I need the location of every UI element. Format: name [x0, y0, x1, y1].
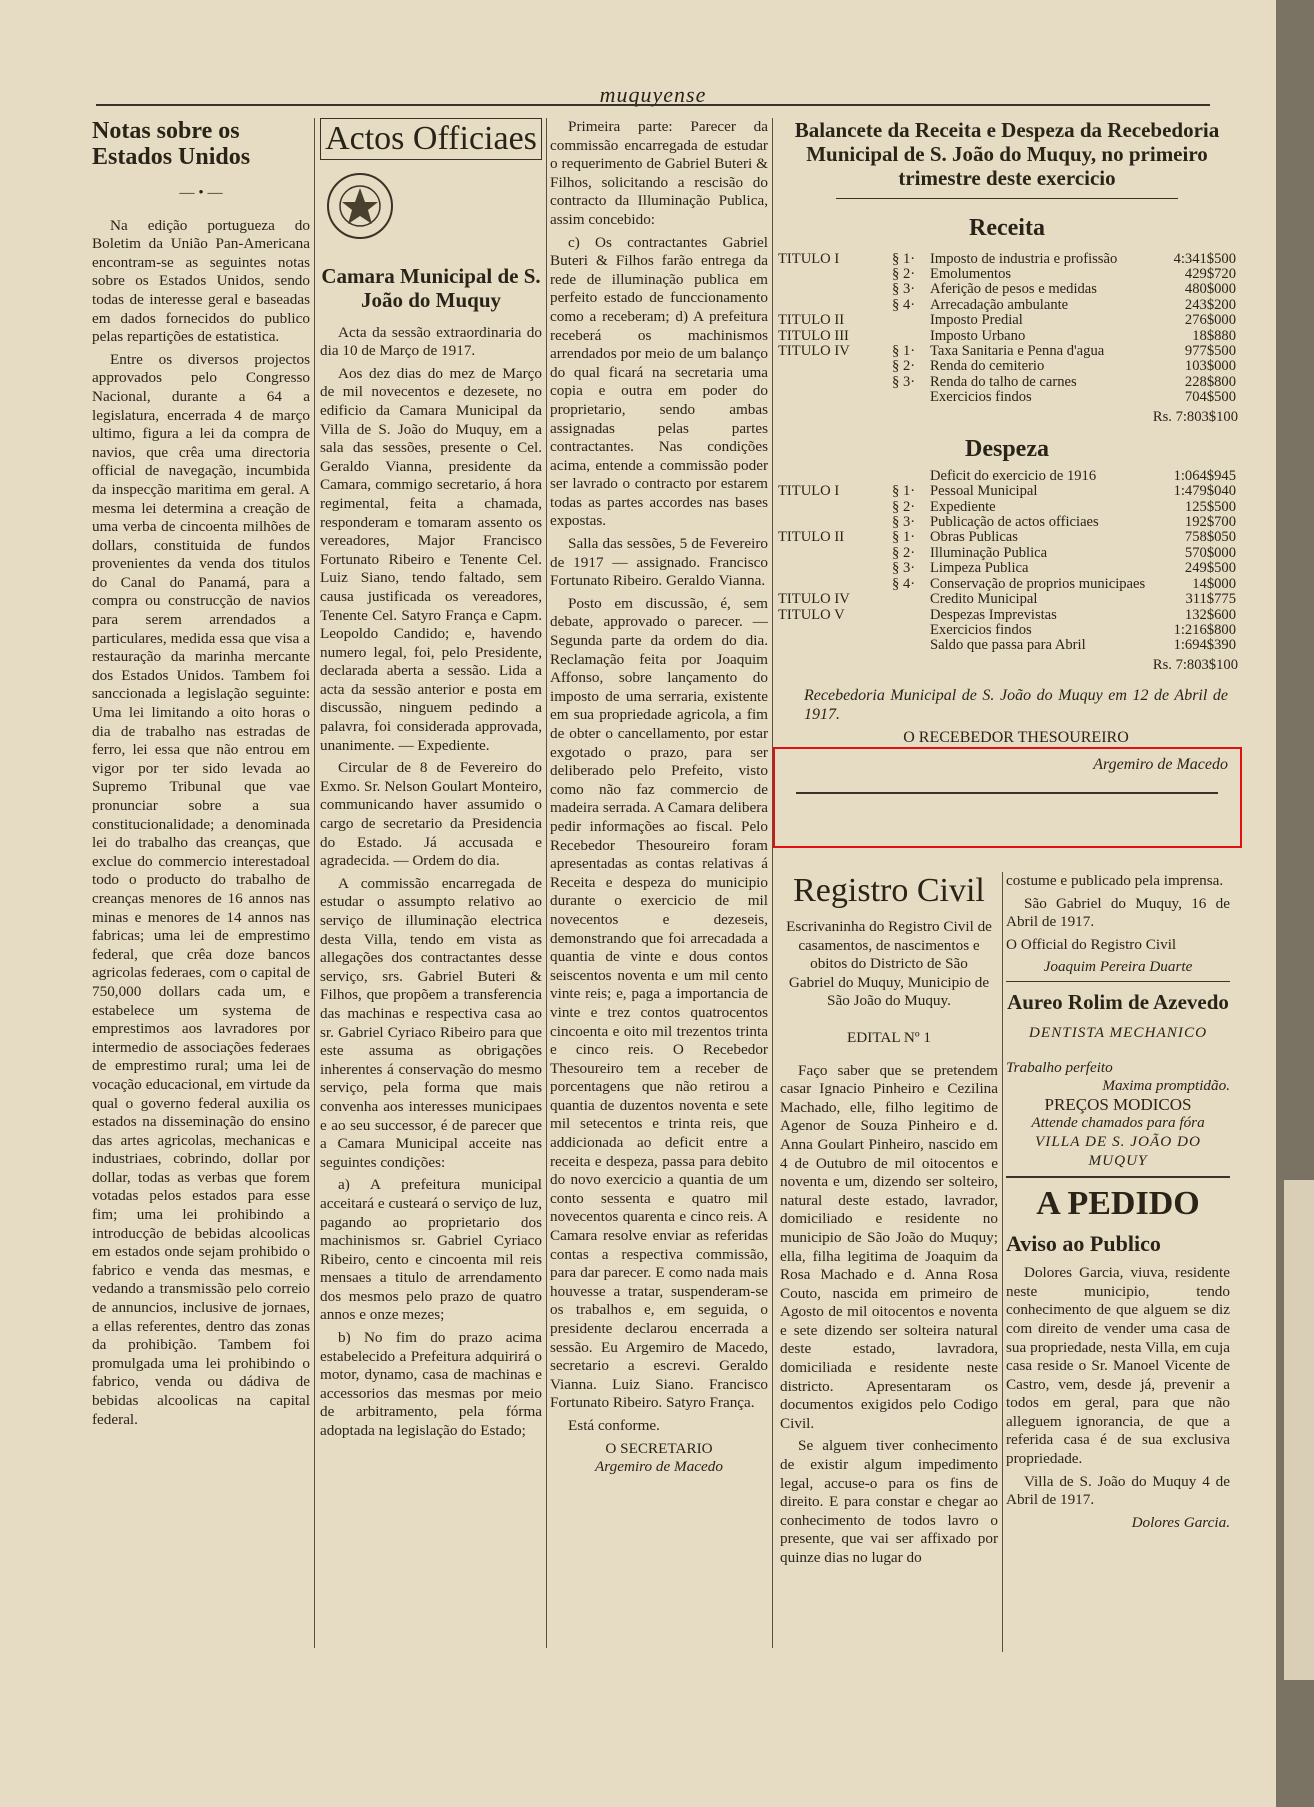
despeza-valor: 570$000 — [1184, 544, 1236, 561]
column-avisos — [1006, 872, 1230, 1536]
acta-para: Salla das sessões, 5 de Fevereiro de 1917 — assignado. Francisco Fortunato Ribeiro. Geraldo Vianna. — [550, 535, 768, 590]
despeza-paragrafo — [890, 608, 928, 623]
pedido-heading: A PEDIDO — [1036, 1185, 1200, 1223]
receita-descricao: Aferição de pesos e medidas — [930, 281, 1097, 298]
receita-titulo: TITULO III — [778, 327, 849, 344]
despeza-paragrafo: § 1· — [892, 529, 916, 546]
registro-official: O Official do Registro Civil — [1006, 935, 1177, 953]
receita-row — [776, 390, 1238, 405]
despeza-row — [776, 577, 1238, 592]
despeza-descricao: Deficit do exercicio de 1916 — [930, 467, 1097, 484]
receita-valor: 276$000 — [1184, 312, 1236, 329]
despeza-titulo: TITULO IV — [778, 591, 850, 608]
coat-of-arms-icon — [320, 166, 400, 246]
highlight-box — [773, 747, 1242, 848]
despeza-valor: 14$000 — [1192, 575, 1236, 592]
despeza-table — [776, 469, 1238, 654]
receita-row — [776, 375, 1238, 390]
despeza-titulo: TITULO I — [778, 483, 840, 500]
despeza-titulo: TITULO II — [778, 529, 845, 546]
despeza-paragrafo: § 1· — [892, 483, 916, 500]
ornament-divider: — • — — [179, 184, 223, 201]
receita-descricao: Renda do talho de carnes — [930, 373, 1077, 390]
receita-row — [776, 267, 1238, 282]
despeza-valor: 125$500 — [1184, 498, 1236, 515]
secretario-name: Argemiro de Macedo — [595, 1458, 723, 1476]
recebedor-sign: Argemiro de Macedo — [1093, 756, 1228, 774]
column-rule — [772, 118, 773, 1648]
despeza-row — [776, 500, 1238, 515]
despeza-descricao: Publicação de actos officiaes — [930, 514, 1099, 531]
receita-descricao: Imposto Predial — [930, 312, 1023, 329]
title-rule — [836, 198, 1178, 199]
despeza-paragrafo — [890, 638, 928, 653]
receita-paragrafo: § 2· — [892, 358, 916, 375]
receita-valor: 977$500 — [1184, 343, 1236, 360]
receita-valor: 103$000 — [1184, 358, 1236, 375]
balancete-section — [776, 118, 1238, 794]
actos-para: A commissão encarregada de estudar o assumpto relativo ao serviço de illuminação electrica desta Villa, tendo em vista as allegações dos contractantes desse serviço, srs. Gabriel Buteri & Filhos, que propõem a transferencia das machinas e respectiva casa ao sr. Gabriel Cyriaco Ribeiro para que este assuma as obrigações inherentes á conservação do mesmo serviço, pela forma que mais convenha aos interesses municipaes e ao seu successor, é de parecer que a Camara Municipal acceite nas seguintes condições: — [320, 874, 542, 1171]
adjacent-page-edge — [1276, 0, 1314, 1807]
despeza-heading: Despeza — [965, 436, 1049, 463]
despeza-row — [776, 638, 1238, 653]
acta-para: Posto em discussão, é, sem debate, approvado o parecer. — Segunda parte da ordem do dia. Reclamação feita por Joaquim Affonso, sobre lançamento do imposto de uma serraria, existente em sua propriedade agricola, a fim de obter o cancellamento, por estar exgotado o prazo, para ser deliberado pelo Prefeito, visto como não faz commercio de madeira serrada. A Camara delibera pedir informações ao fiscal. Pelo Recebedor Thesoureiro foram apresentadas as contas relativas á Receita e despeza do municipio durante o exercicio de mil novecentos e dezeseis, demonstrando que foi arrecadada a quantia de vinte e dous contos seiscentos noventa e um mil cento vinte reis; e, paga a importancia de vinte e trez contos quatrocentos cincoenta e oito mil trezentos trinta e cinco reis. O Recebedor Thesoureiro tem a receber de porcentagens que não retirou a quantia de duzentos noventa e sete mil setecentos e trinta reis, que addicionada ao deficit entre a receita e despeza, passa para debito do novo exercicio a quantia de um conto sessenta e quatro mil novecentos quarenta e cinco reis. A Camara resolve enviar as referidas contas a respectiva commissão, para dar parecer. E como nada mais houvesse a tratar, suspenderam-se os trabalhos e, em seguida, o presidente declarou encerrada a sessão. Eu Argemiro de Macedo, secretario a escrevi. Geraldo Vianna. Luiz Siano. Francisco Fortunato Ribeiro. Satyro França. — [550, 594, 768, 1412]
receita-heading: Receita — [969, 215, 1045, 241]
despeza-paragrafo: § 3· — [892, 514, 916, 531]
despeza-row — [776, 469, 1238, 484]
despeza-valor: 1:216$800 — [1173, 621, 1236, 638]
ad-name: Aureo Rolim de Azevedo — [1007, 989, 1229, 1014]
despeza-row — [776, 561, 1238, 576]
despeza-titulo — [776, 623, 890, 638]
receita-paragrafo: § 1· — [892, 343, 916, 360]
despeza-paragrafo: § 3· — [892, 560, 916, 577]
despeza-row — [776, 608, 1238, 623]
despeza-row — [776, 484, 1238, 499]
despeza-paragrafo — [890, 623, 928, 638]
receita-descricao: Arrecadação ambulante — [930, 296, 1069, 313]
despeza-valor: 132$600 — [1184, 606, 1236, 623]
notas-para: Entre os diversos projectos approvados pelo Congresso Nacional, durante a 64 a legislatura, encerrada 4 de março ultimo, figura a lei da compra de navios, que crêa uma directoria official de navegação, incumbida da inspecção maritima em geral. A mesma lei determina a creação de uma verba de cincoenta milhões de dollars, constituida de fundos provenientes da venda dos titulos do Canal do Panamá, para a compra ou construcção de navios para serem arrendados a particulares, medida essa que visa a restauração da marinha mercante dos Estados Unidos. Tambem foi sanccionada a legislação seguinte: Uma lei limitando a oito horas o dia de trabalho nas estradas de ferro, lei essa que não entrou em vigor por ter sido levada ao Supremo Tribunal que vae pronunciar sobre a sua constitucionalidade; a denominada lei do trabalho das creanças, que exclue do commercio interestadoal todo o producto do trabalho de creanças menores de 16 annos nas minas e menores de 14 annos nas fabricas; uma lei de emprestimo federal, que crêa doze bancos agricolas federaes, com o capital de 750,000 dollars cada um, e estabelece um systema de emprestimos aos lavradores por intermedio de associações federaes de emprestimo rural; uma lei de vocação educacional, em virtude da qual o governo federal auxilia os estados na disseminação do ensino das artes agricolas, mechanicas e industriaes, cobrindo, dollar por dollar, todas as verbas que forem votadas pelos estados para esse fim; uma lei prohibindo a introducção de bebidas alcoolicas em estados onde sejam prohibido o fabrico e venda das mesmas, e vedando a transmissão pelo correio de annuncios, inclusive de jornaes, a ellas referentes, dentro das zonas da prohibição. Tambem foi promulgada uma lei prohibindo o fabrico, venda ou dádiva de bebidas alcoolicas na capital federal. — [92, 350, 310, 1428]
receita-paragrafo: § 4· — [892, 296, 916, 313]
receita-valor: 704$500 — [1184, 389, 1236, 406]
despeza-descricao: Pessoal Municipal — [930, 483, 1038, 500]
header-rule — [96, 104, 1210, 106]
registro-date: São Gabriel do Muquy, 16 de Abril de 1917. — [1006, 894, 1230, 931]
receita-row — [776, 344, 1238, 359]
despeza-valor: 758$050 — [1184, 529, 1236, 546]
receita-descricao: Taxa Sanitaria e Penna d'agua — [930, 343, 1105, 360]
column-rule — [1002, 872, 1003, 1652]
receita-row — [776, 282, 1238, 297]
despeza-paragrafo — [890, 469, 928, 484]
despeza-valor: 1:694$390 — [1173, 637, 1236, 654]
despeza-row — [776, 546, 1238, 561]
camara-title: Camara Municipal de S. João do Muquy — [321, 263, 541, 312]
despeza-titulo: TITULO V — [778, 606, 845, 623]
recebedor-role: O RECEBEDOR THESOUREIRO — [903, 729, 1129, 747]
receita-titulo — [776, 298, 890, 313]
receita-paragrafo: § 2· — [892, 266, 916, 282]
column-actos — [320, 118, 542, 1445]
column-registro — [780, 872, 998, 1572]
despeza-descricao: Illuminação Publica — [930, 544, 1048, 561]
receita-paragrafo — [890, 390, 928, 405]
despeza-titulo — [776, 577, 890, 592]
despeza-row — [776, 592, 1238, 607]
aviso-sign: Dolores Garcia. — [1131, 1513, 1230, 1531]
receita-titulo: TITULO I — [778, 250, 840, 267]
place-date: Recebedoria Municipal de S. João do Muquy em 12 de Abril de 1917. — [804, 687, 1228, 724]
receita-titulo — [776, 282, 890, 297]
despeza-row — [776, 623, 1238, 638]
despeza-titulo — [776, 561, 890, 576]
despeza-paragrafo: § 2· — [892, 498, 916, 515]
receita-row — [776, 329, 1238, 344]
registro-title: Registro Civil — [793, 872, 985, 909]
column-notas — [92, 118, 310, 1433]
receita-valor: 4:341$500 — [1173, 250, 1236, 267]
receita-descricao: Exercicios findos — [930, 389, 1032, 406]
aviso-text: Dolores Garcia, viuva, residente neste municipio, tendo conhecimento de que alguem se diz com direito de vender uma casa de sua propriedade, nesta Villa, em cuja casa reside o Sr. Manoel Vicente de Castro, vem, desde já, prevenir a todos em geral, para que não alleguem ignorancia, de que a referida casa é de sua exclusiva propriedade. — [1006, 1264, 1230, 1468]
despeza-titulo — [776, 469, 890, 484]
despeza-descricao: Conservação de proprios municipaes — [930, 575, 1146, 592]
column-continuacao — [550, 118, 768, 1477]
acta-para: Primeira parte: Parecer da commissão encarregada de estudar o requerimento de Gabriel Buteri & Filhos, solicitando a rescisão do contracto da Illuminação Publica, assim concebido: — [550, 118, 768, 228]
actos-para: a) A prefeitura municipal acceitará e custeará o serviço de luz, pagando ao proprietario dos machinismos sr. Gabriel Cyriaco Ribeiro, cento e cincoenta mil reis mensaes a titulo de arrendamento dos mesmos pelo prazo de quatro annos e onze mezes; — [320, 1176, 542, 1324]
balancete-title: Balancete da Receita e Despeza da Recebedoria Municipal de S. João do Muquy, no primeiro trimestre deste exercicio — [794, 118, 1220, 190]
receita-row — [776, 313, 1238, 328]
receita-paragrafo: § 3· — [892, 373, 916, 390]
despeza-descricao: Despezas Imprevistas — [930, 606, 1057, 623]
receita-titulo: TITULO IV — [778, 343, 850, 360]
aviso-heading: Aviso ao Publico — [1006, 1231, 1161, 1257]
receita-titulo — [776, 359, 890, 374]
despeza-paragrafo: § 4· — [892, 575, 916, 592]
despeza-row — [776, 515, 1238, 530]
receita-paragrafo — [890, 329, 928, 344]
column-rule — [546, 118, 547, 1648]
ad-line: Attende chamados para fóra — [1031, 1114, 1205, 1132]
masthead — [96, 82, 1210, 107]
despeza-valor: 192$700 — [1184, 514, 1236, 531]
receita-descricao: Emolumentos — [930, 266, 1012, 282]
despeza-titulo — [776, 500, 890, 515]
registro-para: Se alguem tiver conhecimento de existir algum impedimento legal, accuse-o para os fins de direito. E para constar e chegar ao conhecimento de todos lavro o presente, que vai ser affixado por quinze dias no lugar do — [780, 1437, 998, 1566]
receita-titulo: TITULO II — [778, 312, 845, 329]
despeza-descricao: Expediente — [930, 498, 996, 515]
despeza-titulo — [776, 638, 890, 653]
despeza-descricao: Obras Publicas — [930, 529, 1018, 546]
divider — [1006, 981, 1230, 982]
receita-titulo — [776, 390, 890, 405]
official-name: Joaquim Pereira Duarte — [1043, 958, 1193, 976]
registro-para: Faço saber que se pretendem casar Ignacio Pinheiro e Cezilina Machado, elle, filho legitimo de Agenor de Souza Pinheiro e d. Anna Goulart Pinheiro, nascido em 4 de Outubro de mil oitocentos e noventa e um, dizendo ser solteiro, natural deste estado, lavrador, domiciliado e residente no municipio de São João do Muquy; ella, filha legitima de Joaquim da Rosa Machado e d. Anna Rosa Couto, nascida em primeiro de Agosto de mil oitocentos e noventa e sete dizendo ser solteira natural deste estado, lavradora, domiciliada e residente neste districto. Apresentaram os documentos exigidos pelo Codigo Civil. — [780, 1061, 998, 1432]
receita-titulo — [776, 267, 890, 282]
despeza-valor: 249$500 — [1184, 560, 1236, 577]
receita-valor: 429$720 — [1184, 266, 1236, 282]
notas-para: Na edição portugueza do Boletim da União Pan-Americana encontram-se as seguintes notas sobre os Estados Unidos, sendo todas de interesse geral e baseadas em dados fornecidos do publico pelas repartições de estatistica. — [92, 216, 310, 346]
actos-title: Actos Officiaes — [320, 118, 542, 160]
divider — [1006, 1176, 1230, 1178]
receita-row — [776, 252, 1238, 267]
receita-paragrafo — [890, 313, 928, 328]
ad-profession: DENTISTA MECHANICO — [1028, 1023, 1208, 1041]
receita-descricao: Imposto Urbano — [930, 327, 1026, 344]
despeza-valor: 1:064$945 — [1173, 467, 1236, 484]
despeza-paragrafo: § 2· — [892, 544, 916, 561]
despeza-row — [776, 530, 1238, 545]
despeza-descricao: Exercicios findos — [930, 621, 1032, 638]
actos-para: Acta da sessão extraordinaria do dia 10 de Março de 1917. — [320, 323, 542, 360]
receita-total: Rs. 7:803$100 — [1152, 408, 1238, 425]
notas-title: Notas sobre os Estados Unidos — [92, 118, 251, 170]
despeza-descricao: Limpeza Publica — [930, 560, 1029, 577]
receita-valor: 18$880 — [1192, 327, 1236, 344]
receita-valor: 480$000 — [1184, 281, 1236, 298]
despeza-paragrafo — [890, 592, 928, 607]
receita-descricao: Imposto de industria e profissão — [930, 250, 1118, 267]
receita-paragrafo: § 1· — [892, 250, 916, 267]
registro-intro: Escrivaninha do Registro Civil de casamentos, de nascimentos e obitos do Districto de São Gabriel do Muquy, Municipio de São João do Muquy. — [786, 918, 992, 1010]
secretario-title: O SECRETARIO — [605, 1439, 713, 1457]
despeza-valor: 311$775 — [1185, 591, 1236, 608]
receita-titulo — [776, 375, 890, 390]
acta-para: c) Os contractantes Gabriel Buteri & Filhos farão entrega da rede de illuminação publica em perfeito estado de funccionamento como a receberam; d) A prefeitura receberá os machinismos arrendados por meio de um balanço do qual ficará na secretaria uma copia e outra em poder do proprietario, sendo ambas assignadas pelas partes contractantes. Nas condições acima, entende a commissão poder ser lavrado o contracto por estarem todas as partes accordes nas bases expostas. — [550, 233, 768, 530]
ad-line: PREÇOS MODICOS — [1044, 1094, 1192, 1114]
column-rule — [314, 118, 315, 1648]
receita-row — [776, 359, 1238, 374]
ad-line: Trabalho perfeito — [1006, 1058, 1113, 1076]
actos-para: Aos dez dias do mez de Março de mil novecentos e dezesete, no edificio da Camara Municipal da Villa de S. João do Muquy, em a sala das sessões, presente o Cel. Geraldo Vianna, presidente da Camara, commigo secretario, á hora regimental, feita a chamada, responderam e tomaram assento os vereadores, Major Francisco Fortunato Ribeiro e Tenente Cel. Luiz Siano, tendo faltado, sem causa justificada os vereadores, Tenente Cel. Satyro França e Capm. Leopoldo Candido; e, havendo numero legal, foi, pelo Presidente, declarada aberta a sessão. Lida a acta da sessão anterior e posta em discussão, ninguem pedindo a palavra, foi considerada approvada, unanimente. — Expediente. — [320, 364, 542, 754]
despeza-valor: 1:479$040 — [1173, 483, 1236, 500]
receita-valor: 243$200 — [1184, 296, 1236, 313]
despeza-descricao: Credito Municipal — [930, 591, 1038, 608]
ad-line: VILLA DE S. JOÃO DO MUQUY — [1035, 1132, 1201, 1169]
despeza-titulo — [776, 546, 890, 561]
receita-table — [776, 252, 1238, 406]
newspaper-name: muquyense — [599, 82, 707, 107]
aviso-date: Villa de S. João do Muquy 4 de Abril de 1917. — [1006, 1472, 1230, 1509]
despeza-total: Rs. 7:803$100 — [1152, 656, 1238, 673]
receita-row — [776, 298, 1238, 313]
despeza-titulo — [776, 515, 890, 530]
registro-continuation: costume e publicado pela imprensa. — [1006, 872, 1224, 889]
ad-line: Maxima promptidão. — [1102, 1077, 1230, 1095]
actos-para: Circular de 8 de Fevereiro do Exmo. Sr. Nelson Goulart Monteiro, communicando haver assumido o cargo de secretario da Presidencia do Estado. Já accusada e agradecida. — Ordem do dia. — [320, 759, 542, 870]
receita-valor: 228$800 — [1184, 373, 1236, 390]
acta-para: Está conforme. — [568, 1416, 660, 1434]
despeza-descricao: Saldo que passa para Abril — [930, 637, 1086, 654]
edital-heading: EDITAL Nº 1 — [847, 1028, 931, 1046]
receita-paragrafo: § 3· — [892, 281, 916, 298]
receita-descricao: Renda do cemiterio — [930, 358, 1045, 375]
actos-para: b) No fim do prazo acima estabelecido a Prefeitura adquirirá o motor, dynamo, casa de machinas e accessorios das mesmas por meio de arbitramento, pela fórma adoptada na legislação do Estado; — [320, 1329, 542, 1440]
